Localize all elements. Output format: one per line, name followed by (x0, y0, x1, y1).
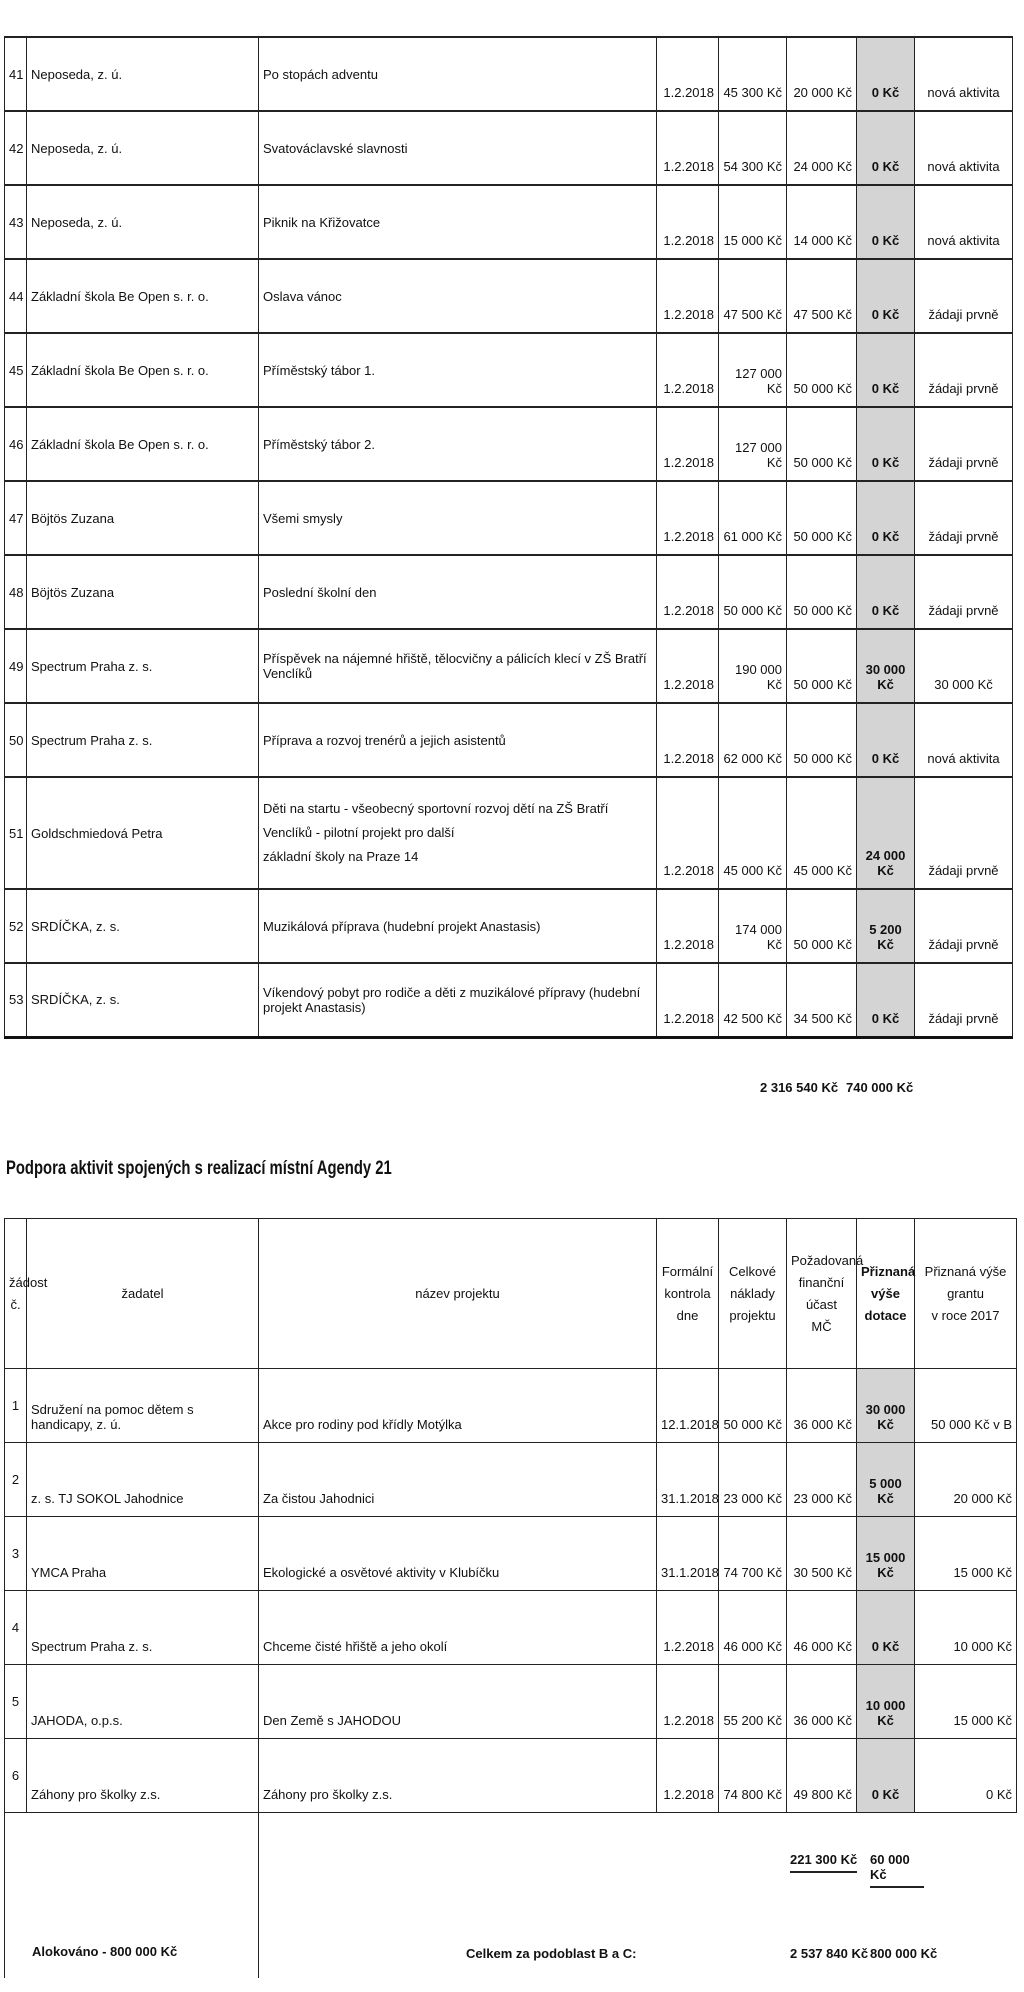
total-granted-part1: 740 000 Kč (846, 1080, 914, 1095)
col-header-no: žádost č. (5, 1219, 27, 1369)
table-row (5, 777, 1013, 889)
total-cost-cell: 127 000 Kč (719, 407, 787, 481)
requested-cell: 45 000 Kč (787, 777, 857, 889)
requested-cell: 36 000 Kč (787, 1665, 857, 1739)
prev-year-cell: 15 000 Kč (915, 1665, 1017, 1739)
col-header-project: název projektu (259, 1219, 657, 1369)
row-number: 3 (5, 1517, 27, 1591)
row-number: 41 (5, 37, 27, 111)
date-cell: 1.2.2018 (657, 1591, 719, 1665)
table-header-row (5, 1219, 1017, 1369)
project-cell: Příměstský tábor 2. (259, 407, 657, 481)
granted-cell: 5 200 Kč (857, 889, 915, 963)
granted-cell: 0 Kč (857, 333, 915, 407)
table-row (5, 111, 1013, 185)
applicant-cell: Základní škola Be Open s. r. o. (27, 407, 259, 481)
row-number: 5 (5, 1665, 27, 1739)
date-cell: 1.2.2018 (657, 37, 719, 111)
table-row (5, 889, 1013, 963)
total-cost-cell: 45 000 Kč (719, 777, 787, 889)
requested-cell: 50 000 Kč (787, 407, 857, 481)
row-number: 47 (5, 481, 27, 555)
row-number: 42 (5, 111, 27, 185)
col-header-prev-year: Přiznaná výše grantu v roce 2017 (915, 1219, 1017, 1369)
note-cell: žádaji prvně (915, 963, 1013, 1037)
table-row (5, 963, 1013, 1037)
table-row (5, 481, 1013, 555)
requested-cell: 50 000 Kč (787, 481, 857, 555)
note-cell: žádaji prvně (915, 777, 1013, 889)
applicant-cell: Základní škola Be Open s. r. o. (27, 333, 259, 407)
total-cost-cell: 46 000 Kč (719, 1591, 787, 1665)
date-cell: 1.2.2018 (657, 111, 719, 185)
granted-cell: 0 Kč (857, 1739, 915, 1813)
row-number: 48 (5, 555, 27, 629)
applicant-cell: JAHODA, o.p.s. (27, 1665, 259, 1739)
requested-cell: 50 000 Kč (787, 629, 857, 703)
total-cost-cell: 47 500 Kč (719, 259, 787, 333)
row-number: 4 (5, 1591, 27, 1665)
table-row (5, 407, 1013, 481)
applicant-cell: z. s. TJ SOKOL Jahodnice (27, 1443, 259, 1517)
row-number: 45 (5, 333, 27, 407)
note-cell: žádaji prvně (915, 333, 1013, 407)
col-header-applicant: žadatel (27, 1219, 259, 1369)
granted-cell: 5 000 Kč (857, 1443, 915, 1517)
grand-total-requested: 2 537 840 Kč (790, 1946, 869, 1961)
row-number: 6 (5, 1739, 27, 1813)
requested-cell: 23 000 Kč (787, 1443, 857, 1517)
total-cost-cell: 174 000 Kč (719, 889, 787, 963)
grand-total-label: Celkem za podoblast B a C: (466, 1946, 637, 1961)
applicant-cell: YMCA Praha (27, 1517, 259, 1591)
applicant-cell: Böjtös Zuzana (27, 481, 259, 555)
total-cost-cell: 74 800 Kč (719, 1739, 787, 1813)
granted-cell: 24 000 Kč (857, 777, 915, 889)
requested-cell: 24 000 Kč (787, 111, 857, 185)
total-requested-part2: 221 300 Kč (790, 1852, 857, 1873)
table-row (5, 1443, 1017, 1517)
applicant-cell: SRDÍČKA, z. s. (27, 963, 259, 1037)
granted-cell: 30 000 Kč (857, 629, 915, 703)
table-row (5, 259, 1013, 333)
granted-cell: 0 Kč (857, 555, 915, 629)
applicant-cell: Spectrum Praha z. s. (27, 1591, 259, 1665)
total-cost-cell: 61 000 Kč (719, 481, 787, 555)
date-cell: 31.1.2018 (657, 1517, 719, 1591)
project-cell: Příprava a rozvoj trenérů a jejich asistentů (259, 703, 657, 777)
divider (258, 1806, 259, 1978)
date-cell: 1.2.2018 (657, 407, 719, 481)
total-cost-cell: 190 000 Kč (719, 629, 787, 703)
prev-year-cell: 0 Kč (915, 1739, 1017, 1813)
col-header-date: Formální kontrola dne (657, 1219, 719, 1369)
project-line: základní školy na Praze 14 (263, 849, 419, 864)
row-number: 1 (5, 1369, 27, 1443)
requested-cell: 50 000 Kč (787, 889, 857, 963)
applicant-cell: SRDÍČKA, z. s. (27, 889, 259, 963)
granted-cell: 30 000 Kč (857, 1369, 915, 1443)
applicant-cell: Böjtös Zuzana (27, 555, 259, 629)
requested-cell: 34 500 Kč (787, 963, 857, 1037)
requested-cell: 49 800 Kč (787, 1739, 857, 1813)
requested-cell: 20 000 Kč (787, 37, 857, 111)
project-cell: Za čistou Jahodnici (259, 1443, 657, 1517)
prev-year-cell: 15 000 Kč (915, 1517, 1017, 1591)
project-cell: Ekologické a osvětové aktivity v Klubíčku (259, 1517, 657, 1591)
note-cell: nová aktivita (915, 703, 1013, 777)
granted-cell: 0 Kč (857, 259, 915, 333)
date-cell: 1.2.2018 (657, 333, 719, 407)
table-row (5, 1591, 1017, 1665)
row-number: 46 (5, 407, 27, 481)
date-cell: 12.1.2018 (657, 1369, 719, 1443)
granted-cell: 0 Kč (857, 111, 915, 185)
date-cell: 1.2.2018 (657, 889, 719, 963)
applicant-cell: Spectrum Praha z. s. (27, 629, 259, 703)
col-header-requested: Požadovaná finanční účast MČ (787, 1219, 857, 1369)
date-cell: 1.2.2018 (657, 703, 719, 777)
row-number: 53 (5, 963, 27, 1037)
granted-cell: 0 Kč (857, 37, 915, 111)
requested-cell: 30 500 Kč (787, 1517, 857, 1591)
note-cell: 30 000 Kč (915, 629, 1013, 703)
requested-cell: 46 000 Kč (787, 1591, 857, 1665)
row-number: 49 (5, 629, 27, 703)
requested-cell: 14 000 Kč (787, 185, 857, 259)
table-row (5, 1517, 1017, 1591)
applicant-cell: Sdružení na pomoc dětem s handicapy, z. ú. (27, 1369, 259, 1443)
total-cost-cell: 45 300 Kč (719, 37, 787, 111)
applicant-cell: Záhony pro školky z.s. (27, 1739, 259, 1813)
divider (4, 1806, 5, 1978)
section-heading: Podpora aktivit spojených s realizací místní Agendy 21 (6, 1158, 392, 1179)
table-row (5, 1665, 1017, 1739)
row-number: 51 (5, 777, 27, 889)
total-cost-cell: 23 000 Kč (719, 1443, 787, 1517)
note-cell: nová aktivita (915, 37, 1013, 111)
granted-cell: 0 Kč (857, 963, 915, 1037)
table-row (5, 1369, 1017, 1443)
applicant-cell: Neposeda, z. ú. (27, 185, 259, 259)
total-cost-cell: 42 500 Kč (719, 963, 787, 1037)
project-cell: Víkendový pobyt pro rodiče a děti z muzikálové přípravy (hudební projekt Anastasis) (259, 963, 657, 1037)
requested-cell: 47 500 Kč (787, 259, 857, 333)
project-cell: Den Země s JAHODOU (259, 1665, 657, 1739)
project-cell: Svatováclavské slavnosti (259, 111, 657, 185)
table-row (5, 703, 1013, 777)
table-row (5, 629, 1013, 703)
requested-cell: 36 000 Kč (787, 1369, 857, 1443)
total-requested-part1: 2 316 540 Kč (760, 1080, 839, 1095)
project-cell: Příspěvek na nájemné hřiště, tělocvičny a pálicích klecí v ZŠ Bratří Venclíků (259, 629, 657, 703)
table-row (5, 1739, 1017, 1813)
col-header-granted: Přiznaná výše dotace (857, 1219, 915, 1369)
applicant-cell: Základní škola Be Open s. r. o. (27, 259, 259, 333)
table-row (5, 185, 1013, 259)
date-cell: 1.2.2018 (657, 629, 719, 703)
note-cell: žádaji prvně (915, 555, 1013, 629)
note-cell: nová aktivita (915, 185, 1013, 259)
project-cell: Příměstský tábor 1. (259, 333, 657, 407)
granted-cell: 0 Kč (857, 407, 915, 481)
applicant-cell: Neposeda, z. ú. (27, 111, 259, 185)
total-cost-cell: 127 000 Kč (719, 333, 787, 407)
project-cell: Akce pro rodiny pod křídly Motýlka (259, 1369, 657, 1443)
project-cell: Oslava vánoc (259, 259, 657, 333)
granted-cell: 0 Kč (857, 185, 915, 259)
date-cell: 1.2.2018 (657, 963, 719, 1037)
date-cell: 1.2.2018 (657, 185, 719, 259)
project-cell: Záhony pro školky z.s. (259, 1739, 657, 1813)
total-cost-cell: 62 000 Kč (719, 703, 787, 777)
table-row (5, 555, 1013, 629)
requested-cell: 50 000 Kč (787, 333, 857, 407)
project-cell: Poslední školní den (259, 555, 657, 629)
prev-year-cell: 20 000 Kč (915, 1443, 1017, 1517)
date-cell: 1.2.2018 (657, 481, 719, 555)
allocated-amount: Alokováno - 800 000 Kč (32, 1944, 178, 1959)
applicant-cell: Spectrum Praha z. s. (27, 703, 259, 777)
agenda21-table (4, 1218, 1017, 1813)
row-number: 50 (5, 703, 27, 777)
row-number: 52 (5, 889, 27, 963)
col-header-total: Celkové náklady projektu (719, 1219, 787, 1369)
note-cell: žádaji prvně (915, 889, 1013, 963)
date-cell: 1.2.2018 (657, 555, 719, 629)
granted-cell: 0 Kč (857, 481, 915, 555)
row-number: 2 (5, 1443, 27, 1517)
project-cell (259, 777, 657, 889)
total-cost-cell: 74 700 Kč (719, 1517, 787, 1591)
row-number: 43 (5, 185, 27, 259)
applicant-cell: Neposeda, z. ú. (27, 37, 259, 111)
date-cell: 1.2.2018 (657, 259, 719, 333)
granted-cell: 0 Kč (857, 1591, 915, 1665)
date-cell: 1.2.2018 (657, 1739, 719, 1813)
requested-cell: 50 000 Kč (787, 555, 857, 629)
applicant-cell: Goldschmiedová Petra (27, 777, 259, 889)
prev-year-cell: 50 000 Kč v B (915, 1369, 1017, 1443)
project-line: Děti na startu - všeobecný sportovní rozvoj dětí na ZŠ Bratří Venclíků - pilotní projekt pro další (263, 801, 609, 840)
date-cell: 31.1.2018 (657, 1443, 719, 1517)
project-cell: Chceme čisté hřiště a jeho okolí (259, 1591, 657, 1665)
note-cell: žádaji prvně (915, 481, 1013, 555)
table-row (5, 37, 1013, 111)
note-cell: nová aktivita (915, 111, 1013, 185)
agenda21-footer (4, 1806, 1016, 1986)
project-cell: Piknik na Křižovatce (259, 185, 657, 259)
granted-cell: 10 000 Kč (857, 1665, 915, 1739)
project-cell: Všemi smysly (259, 481, 657, 555)
total-cost-cell: 55 200 Kč (719, 1665, 787, 1739)
total-cost-cell: 50 000 Kč (719, 1369, 787, 1443)
granted-cell: 0 Kč (857, 703, 915, 777)
grants-table-part1 (4, 36, 1013, 1039)
project-cell: Po stopách adventu (259, 37, 657, 111)
note-cell: žádaji prvně (915, 259, 1013, 333)
row-number: 44 (5, 259, 27, 333)
project-cell: Muzikálová příprava (hudební projekt Anastasis) (259, 889, 657, 963)
date-cell: 1.2.2018 (657, 1665, 719, 1739)
table-row (5, 333, 1013, 407)
total-granted-part2: 60 000 Kč (870, 1852, 924, 1888)
grand-total-granted: 800 000 Kč (870, 1946, 938, 1961)
note-cell: žádaji prvně (915, 407, 1013, 481)
total-cost-cell: 54 300 Kč (719, 111, 787, 185)
date-cell: 1.2.2018 (657, 777, 719, 889)
prev-year-cell: 10 000 Kč (915, 1591, 1017, 1665)
granted-cell: 15 000 Kč (857, 1517, 915, 1591)
requested-cell: 50 000 Kč (787, 703, 857, 777)
total-cost-cell: 50 000 Kč (719, 555, 787, 629)
total-cost-cell: 15 000 Kč (719, 185, 787, 259)
